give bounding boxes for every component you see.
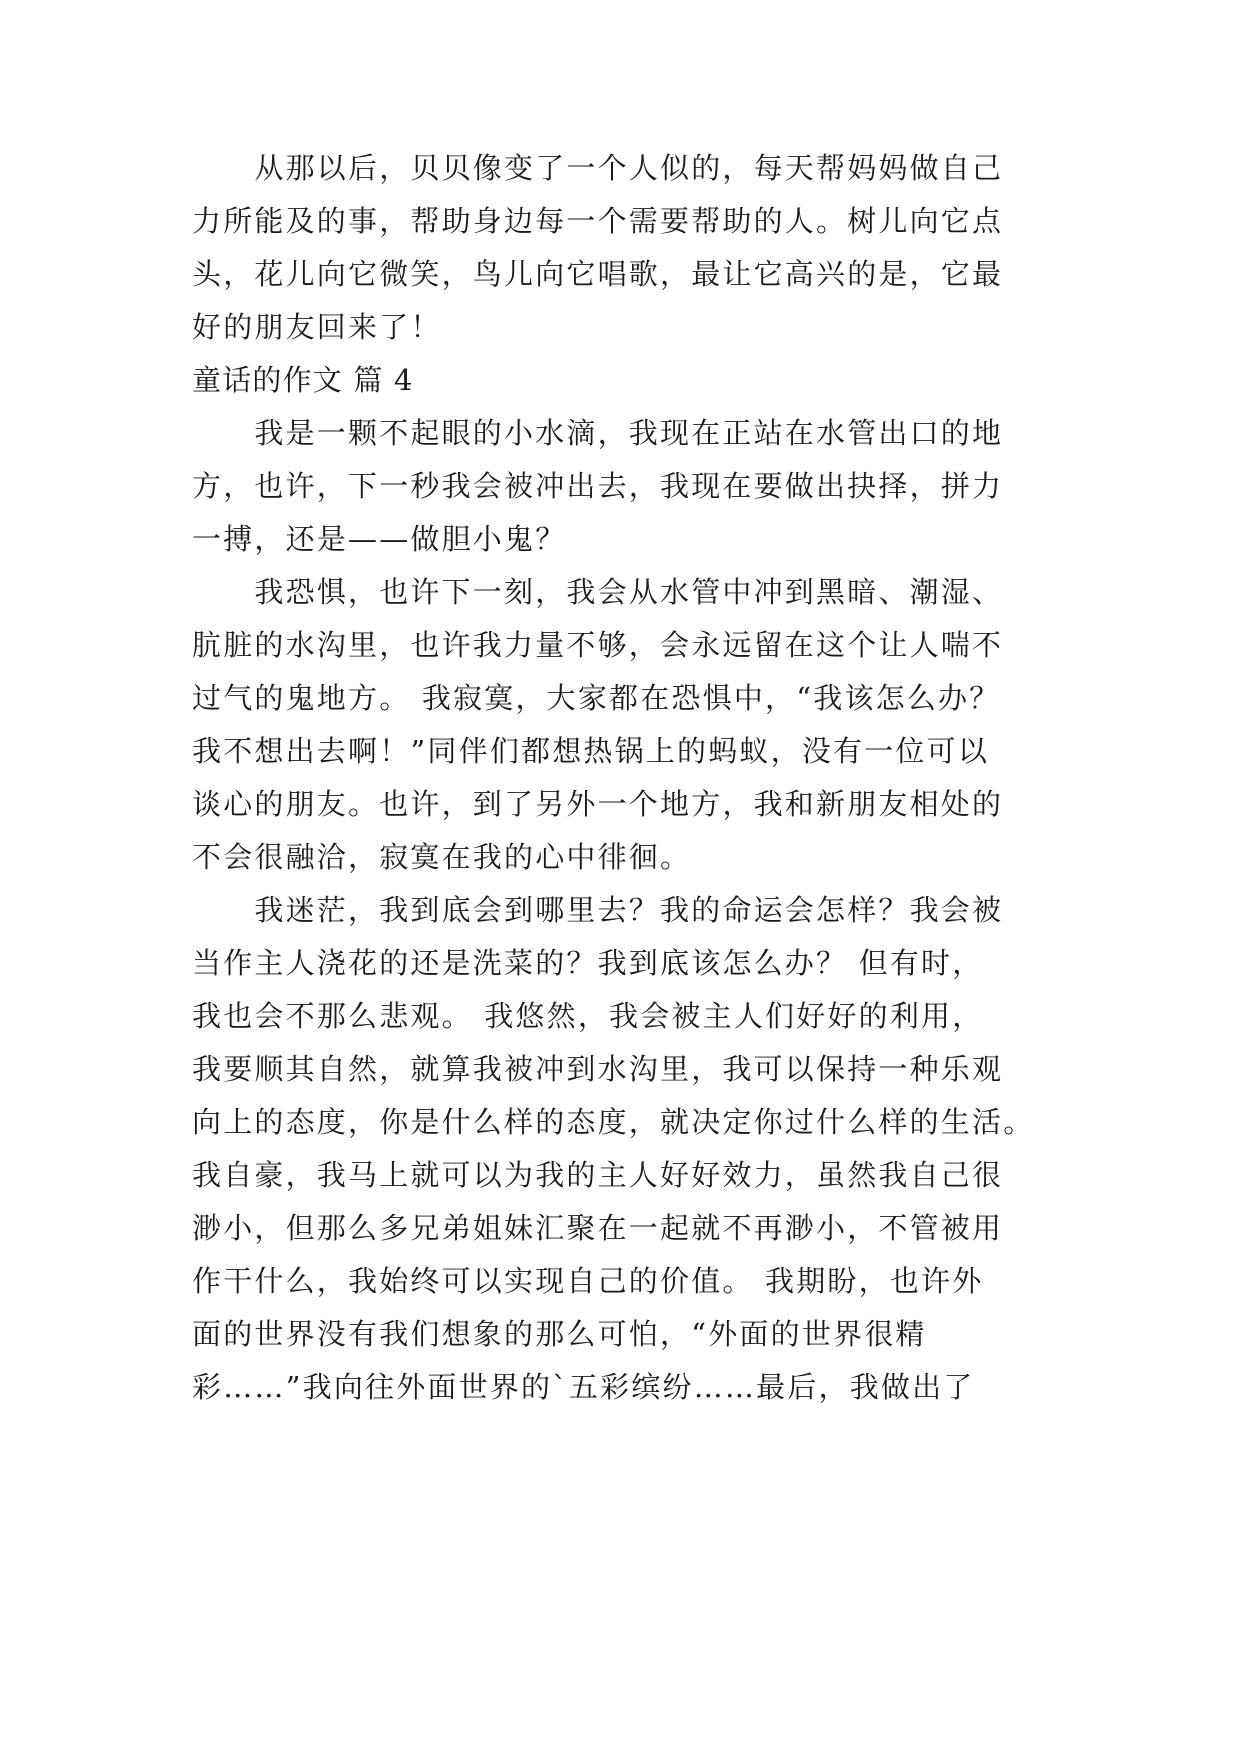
paragraph-line: 从那以后，贝贝像变了一个人似的，每天帮妈妈做自己 — [192, 151, 1004, 185]
paragraph-line: 一搏，还是——做胆小鬼？ — [192, 522, 567, 556]
paragraph-line: 我是一颗不起眼的小水滴，我现在正站在水管出口的地 — [192, 416, 1004, 450]
paragraph-line: 当作主人浇花的还是洗菜的？我到底该怎么办？ 但有时， — [192, 946, 984, 980]
paragraph-line: 我迷茫，我到底会到哪里去？我的命运会怎样？我会被 — [192, 893, 1004, 927]
paragraph-line: 力所能及的事，帮助身边每一个需要帮助的人。树儿向它点 — [192, 204, 1004, 238]
paragraph-line: 作干什么，我始终可以实现自己的价值。 我期盼，也许外 — [192, 1264, 984, 1298]
paragraph-line: 我自豪，我马上就可以为我的主人好好效力，虽然我自己很 — [192, 1158, 1004, 1192]
paragraph-line: 肮脏的水沟里，也许我力量不够，会永远留在这个让人喘不 — [192, 628, 1004, 662]
paragraph-line: 好的朋友回来了！ — [192, 310, 442, 344]
paragraph-line: 渺小，但那么多兄弟姐妹汇聚在一起就不再渺小，不管被用 — [192, 1211, 1004, 1245]
paragraph-line: 我要顺其自然，就算我被冲到水沟里，我可以保持一种乐观 — [192, 1052, 1004, 1086]
paragraph-line: 向上的态度，你是什么样的态度，就决定你过什么样的生活。 — [192, 1105, 1035, 1139]
section-heading: 童话的作文 篇 4 — [192, 363, 414, 397]
paragraph-line: 彩……”我向往外面世界的`五彩缤纷……最后，我做出了 — [192, 1370, 975, 1404]
paragraph-line: 方，也许，下一秒我会被冲出去，我现在要做出抉择，拼力 — [192, 469, 1004, 503]
paragraph-line: 我不想出去啊！”同伴们都想热锅上的蚂蚁，没有一位可以 — [192, 734, 990, 768]
paragraph-line: 谈心的朋友。也许，到了另外一个地方，我和新朋友相处的 — [192, 787, 1004, 821]
paragraph-line: 我也会不那么悲观。 我悠然，我会被主人们好好的利用， — [192, 999, 984, 1033]
paragraph-line: 过气的鬼地方。 我寂寞，大家都在恐惧中，“我该怎么办？ — [192, 681, 1001, 715]
paragraph-line: 头，花儿向它微笑，鸟儿向它唱歌，最让它高兴的是，它最 — [192, 257, 1004, 291]
paragraph-line: 面的世界没有我们想象的那么可怕，“外面的世界很精 — [192, 1317, 927, 1351]
paragraph-line: 不会很融洽，寂寞在我的心中徘徊。 — [192, 840, 692, 874]
paragraph-line: 我恐惧，也许下一刻，我会从水管中冲到黑暗、潮湿、 — [192, 575, 1004, 609]
